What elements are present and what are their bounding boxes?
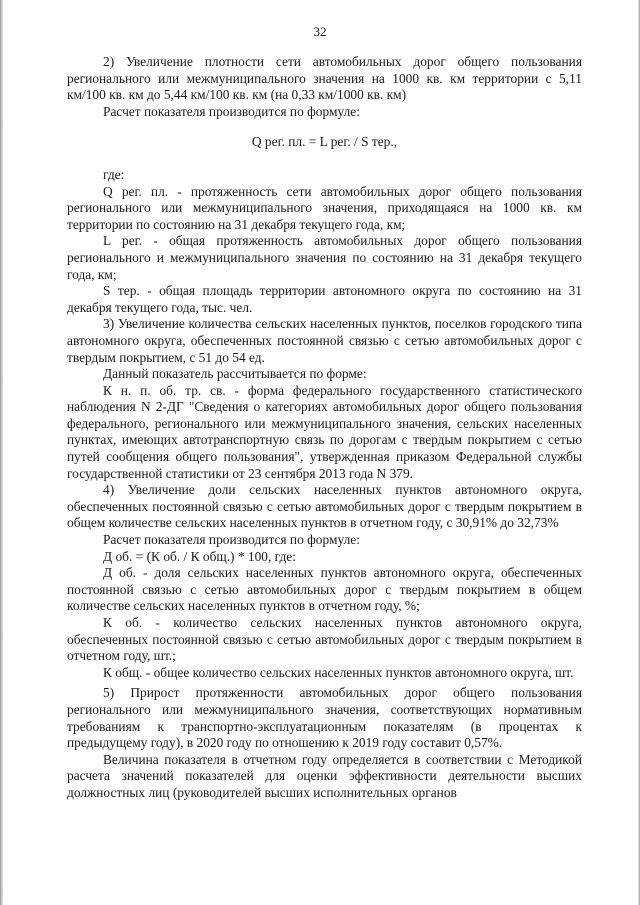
- paragraph-calc-form: Данный показатель рассчитывается по форме:: [103, 366, 367, 382]
- paragraph-formula-intro: Расчет показателя производится по формуле:: [103, 103, 360, 119]
- paragraph-share-settlements: 4) Увеличение доли сельских населенных пунктов автономного округа, обеспеченных постоянной связью с сетью автомобильных дорог с твердым покрытием в общем количестве сельских населенных пунктов в отчетном году, с 30,91% до 32,73%: [67, 482, 582, 531]
- page-number: 32: [313, 24, 327, 39]
- document-body: [67, 54, 582, 802]
- paragraph-rural-settlements: 3) Увеличение количества сельских населенных пунктов, поселков городского типа автономного округа, обеспеченных постоянной связью с сетью автомобильных дорог с твердым покрытием, с 51 до 54 ед.: [67, 316, 582, 365]
- definition-k-np: К н. п. об. тр. св. - форма федерального государственного статистического наблюдения N 2-ДГ "Сведения о категориях автомобильных дорог общего пользования федерального, регионального или межмуниципального значения, сельских населенных пунктах, имеющих автотранспортную связь по дорогам с твердым покрытием с сетью путей сообщения общего пользования", утвержденная приказом Федеральной службы государственной статистики от 23 сентября 2013 года N 379.: [67, 382, 582, 481]
- paragraph-road-growth: 5) Прирост протяженности автомобильных дорог общего пользования регионального или межмуниципального значения, соответствующих нормативным требованиям к транспортно-эксплуатационным показателям (в процентах к предыдущему году), в 2020 году по отношению к 2019 году составит 0,57%.: [67, 685, 582, 751]
- scan-edge-left: [0, 0, 3, 905]
- definition-k-ob: К об. - количество сельских населенных пунктов автономного округа, обеспеченных постоянной связью с сетью автомобильных дорог с твердым покрытием в отчетном году, шт.;: [67, 615, 582, 664]
- definition-l-reg: L рег. - общая протяженность автомобильных дорог общего пользования регионального и межмуниципального значения по состоянию на 31 декабря текущего года, км;: [67, 233, 582, 282]
- paragraph-density-indicator: 2) Увеличение плотности сети автомобильных дорог общего пользования регионального или межмуниципального значения на 1000 кв. км территории с 5,11 км/100 кв. км до 5,44 км/100 кв. км (на 0,33 км/1000 кв. км): [67, 54, 582, 103]
- definition-d-ob: Д об. - доля сельских населенных пунктов автономного округа, обеспеченных постоянной связью с сетью автомобильных дорог с твердым покрытием в общем количестве сельских населенных пунктов в отчетном году, %;: [67, 565, 582, 614]
- paragraph-formula-intro-2: Расчет показателя производится по формуле:: [103, 532, 360, 548]
- formula-share: Д об. = (К об. / К общ.) * 100, где:: [103, 548, 296, 564]
- definition-q-reg: Q рег. пл. - протяженность сети автомобильных дорог общего пользования регионального или межмуниципального значения, приходящаяся на 1000 кв. км территории по состоянию на 31 декабря текущего года, км;: [67, 183, 582, 232]
- definition-s-ter: S тер. - общая площадь территории автономного округа по состоянию на 31 декабря текущего года, тыс. чел.: [67, 283, 582, 315]
- paragraph-where: где:: [103, 166, 125, 182]
- definition-k-obsh: К общ. - общее количество сельских населенных пунктов автономного округа, шт.: [103, 664, 574, 680]
- paragraph-methodology: Величина показателя в отчетном году определяется в соответствии с Методикой расчета значений показателей для оценки эффективности деятельности высших должностных лиц (руководителей высших исполнительных органов: [67, 751, 582, 800]
- formula-density: Q рег. пл. = L рег. / S тер.,: [251, 134, 398, 150]
